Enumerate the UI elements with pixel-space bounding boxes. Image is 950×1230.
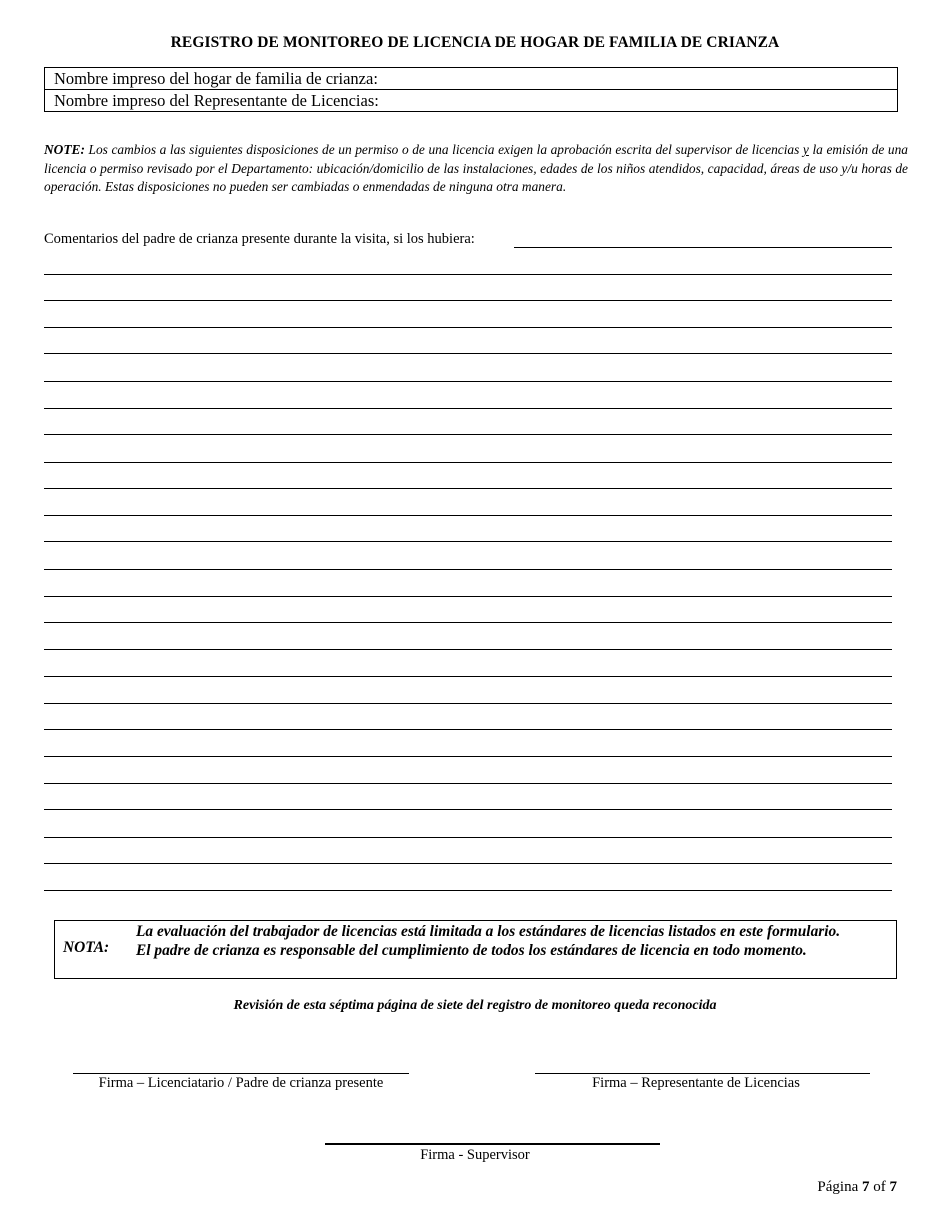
comment-line[interactable]: [44, 434, 892, 435]
comments-first-line[interactable]: [514, 247, 892, 248]
comment-line[interactable]: [44, 809, 892, 810]
nota-line-2: El padre de crianza es responsable del cumplimiento de todos los estándares de licencia en todo momento.: [136, 942, 807, 959]
note-lead: NOTE:: [44, 142, 85, 157]
comments-label: Comentarios del padre de crianza presente durante la visita, si los hubiera:: [44, 231, 475, 247]
nota-text: [136, 922, 896, 960]
note-text-part2: la emisión de una licencia o permiso revisado por el Departamento: ubicación/domicilio de las instalaciones, edades de los niños atendidos, capacidad, áreas de uso y/u horas de operación. Estas disposiciones no pueden ser cambiadas o enmendadas de ninguna otra manera.: [44, 142, 909, 194]
comment-line[interactable]: [44, 649, 892, 650]
note-underlined-word: y: [802, 142, 809, 157]
representative-signature-line[interactable]: [535, 1073, 870, 1074]
comment-line[interactable]: [44, 596, 892, 597]
comment-line[interactable]: [44, 783, 892, 784]
comment-line[interactable]: [44, 890, 892, 891]
name-fields-table: [44, 67, 898, 112]
comment-line[interactable]: [44, 863, 892, 864]
foster-home-name-field[interactable]: Nombre impreso del hogar de familia de crianza:: [45, 68, 897, 90]
note-text-part1: Los cambios a las siguientes disposiciones de un permiso o de una licencia exigen la aprobación escrita del supervisor de licencias: [84, 142, 803, 157]
page-title: REGISTRO DE MONITOREO DE LICENCIA DE HOGAR DE FAMILIA DE CRIANZA: [170, 34, 780, 51]
licensee-signature-label: Firma – Licenciatario / Padre de crianza presente: [98, 1075, 384, 1091]
nota-line-1: La evaluación del trabajador de licencias está limitada a los estándares de licencias listados en este formulario.: [136, 923, 841, 940]
comment-line[interactable]: [44, 837, 892, 838]
representative-signature-label: Firma – Representante de Licencias: [592, 1075, 800, 1091]
licensing-representative-name-field[interactable]: Nombre impreso del Representante de Licencias:: [54, 91, 379, 110]
comment-line[interactable]: [44, 703, 892, 704]
page-prefix: Página: [817, 1179, 862, 1195]
comment-line[interactable]: [44, 488, 892, 489]
comment-line[interactable]: [44, 381, 892, 382]
page-current: 7: [862, 1179, 870, 1195]
comment-line[interactable]: [44, 756, 892, 757]
comment-line[interactable]: [44, 569, 892, 570]
supervisor-signature-line[interactable]: [325, 1143, 660, 1145]
comment-line[interactable]: [44, 541, 892, 542]
acknowledgement-text: Revisión de esta séptima página de siete del registro de monitoreo queda reconocida: [233, 998, 717, 1013]
comment-line[interactable]: [44, 408, 892, 409]
comment-line[interactable]: [44, 462, 892, 463]
note-paragraph: [44, 141, 908, 197]
comment-line[interactable]: [44, 729, 892, 730]
page-total: 7: [889, 1179, 897, 1195]
page-of: of: [869, 1179, 890, 1195]
comment-line[interactable]: [44, 327, 892, 328]
nota-label: NOTA:: [63, 939, 110, 956]
licensee-signature-line[interactable]: [73, 1073, 409, 1074]
comment-line[interactable]: [44, 353, 892, 354]
comment-line[interactable]: [44, 515, 892, 516]
comment-line[interactable]: [44, 622, 892, 623]
nota-box: [54, 920, 897, 979]
comment-line[interactable]: [44, 300, 892, 301]
page-number: [817, 1179, 897, 1196]
comment-line[interactable]: [44, 274, 892, 275]
supervisor-signature-label: Firma - Supervisor: [420, 1147, 530, 1163]
comment-line[interactable]: [44, 676, 892, 677]
